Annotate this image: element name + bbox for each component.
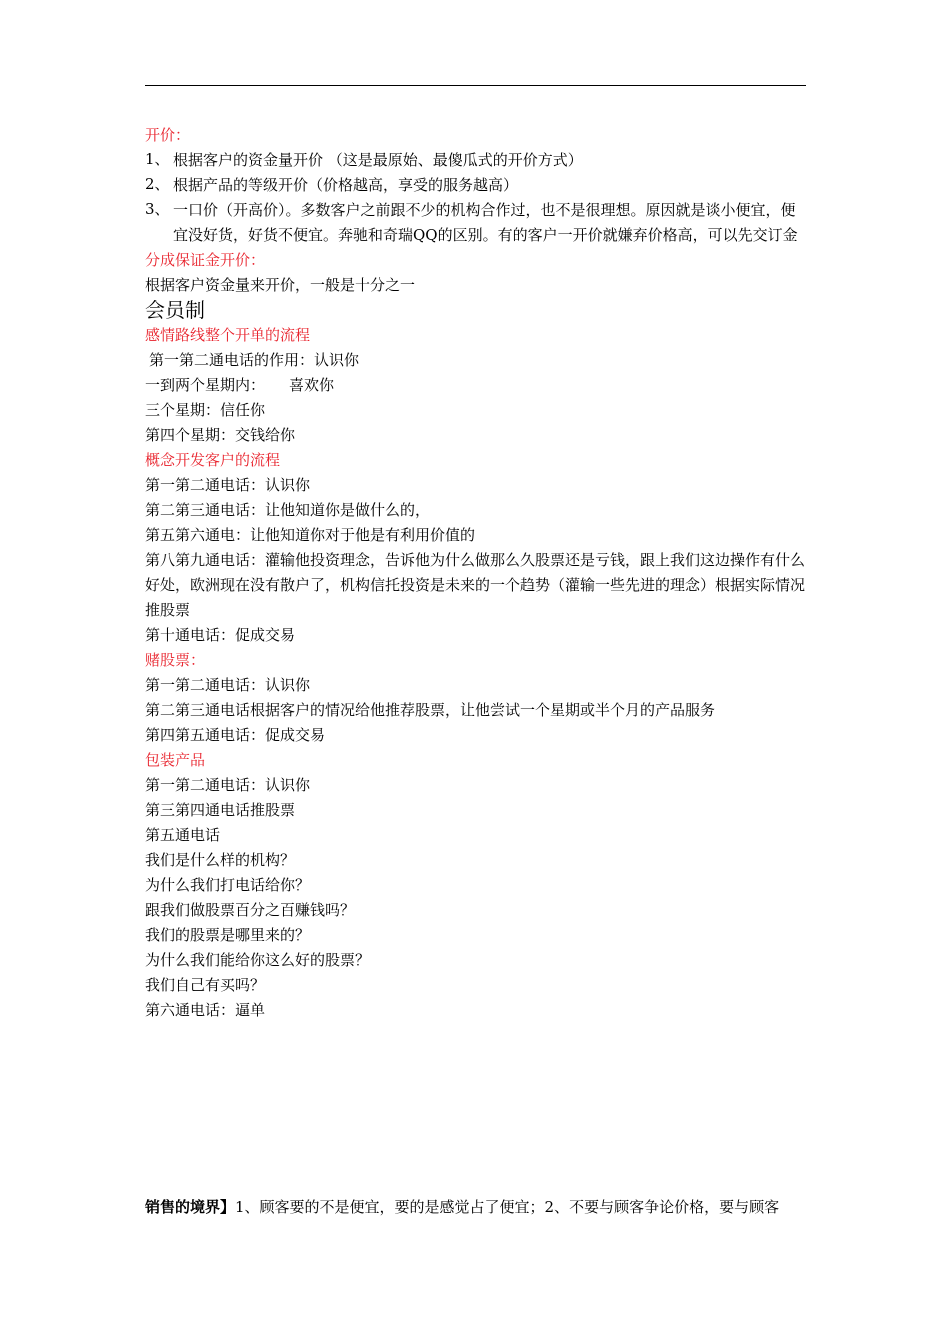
- paragraph: 第八第九通电话：灌输他投资理念，告诉他为什么做那么久股票还是亏钱，跟上我们这边操作有什么好处，欧洲现在没有散户了，机构信托投资是未来的一个趋势（灌输一些先进的理念）根据实际情况推股票: [145, 551, 806, 619]
- list-number: 1、: [145, 150, 170, 168]
- paragraph: 根据客户资金量来开价，一般是十分之一: [145, 276, 416, 294]
- list-number: 2、: [145, 175, 170, 193]
- paragraph: 第一第二通电话：认识你: [145, 676, 311, 694]
- footer-text: [145, 1195, 807, 1220]
- section-heading-baozhuang: 包装产品: [145, 751, 206, 769]
- label: 一到两个星期内：: [145, 376, 266, 394]
- section-heading-du: 赌股票：: [145, 651, 206, 669]
- paragraph: 第二第三通电话根据客户的情况给他推荐股票，让他尝试一个星期或半个月的产品服务: [145, 701, 716, 719]
- paragraph: [145, 373, 807, 398]
- section-heading-gainian: 概念开发客户的流程: [145, 451, 281, 469]
- paragraph: 我们的股票是哪里来的？: [145, 926, 311, 944]
- value: 喜欢你: [289, 376, 335, 394]
- list-number: 3、: [145, 200, 170, 218]
- paragraph: 第一第二通电话的作用：认识你: [149, 351, 360, 369]
- paragraph: 我们自己有买吗？: [145, 976, 266, 994]
- paragraph: 第五通电话: [145, 826, 221, 844]
- section-heading-baozhengjin: 分成保证金开价：: [145, 251, 266, 269]
- paragraph: 为什么我们能给你这么好的股票？: [145, 951, 371, 969]
- paragraph: 第四第五通电话：促成交易: [145, 726, 326, 744]
- paragraph: 我们是什么样的机构？: [145, 851, 296, 869]
- list-text: 根据客户的资金量开价 （这是最原始、最傻瓜式的开价方式）: [173, 151, 583, 169]
- footer-body: 1、顾客要的不是便宜，要的是感觉占了便宜；2、不要与顾客争论价格，要与顾客: [235, 1198, 780, 1216]
- paragraph: 第五第六通电：让他知道你对于他是有利用价值的: [145, 526, 476, 544]
- paragraph: 第一第二通电话：认识你: [145, 776, 311, 794]
- section-heading-ganqing: 感情路线整个开单的流程: [145, 326, 311, 344]
- paragraph: 第四个星期：交钱给你: [145, 426, 296, 444]
- section-heading-kaijia: 开价：: [145, 126, 191, 144]
- list-item: [145, 198, 807, 248]
- list-item: [145, 173, 807, 198]
- header-rule: [145, 85, 806, 86]
- paragraph: 第三第四通电话推股票: [145, 801, 296, 819]
- paragraph: 三个星期：信任你: [145, 401, 266, 419]
- list-text: 根据产品的等级开价（价格越高，享受的服务越高）: [173, 176, 519, 194]
- paragraph: 第十通电话：促成交易: [145, 626, 296, 644]
- document-body: [145, 123, 807, 1023]
- footer-bold: 销售的境界】: [145, 1198, 236, 1216]
- paragraph: 跟我们做股票百分之百赚钱吗？: [145, 901, 356, 919]
- paragraph: 为什么我们打电话给你？: [145, 876, 311, 894]
- list-text: 一口价（开高价）。多数客户之前跟不少的机构合作过，也不是很理想。原因就是谈小便宜，便宜没好货，好货不便宜。奔驰和奇瑞QQ的区别。有的客户一开价就嫌弃价格高，可以先交订金: [173, 201, 798, 244]
- paragraph: 第六通电话：逼单: [145, 1001, 266, 1019]
- section-title-huiyuan: 会员制: [145, 298, 205, 322]
- paragraph: 第一第二通电话：认识你: [145, 476, 311, 494]
- paragraph: 第二第三通电话：让他知道你是做什么的，: [145, 501, 431, 519]
- list-item: [145, 148, 807, 173]
